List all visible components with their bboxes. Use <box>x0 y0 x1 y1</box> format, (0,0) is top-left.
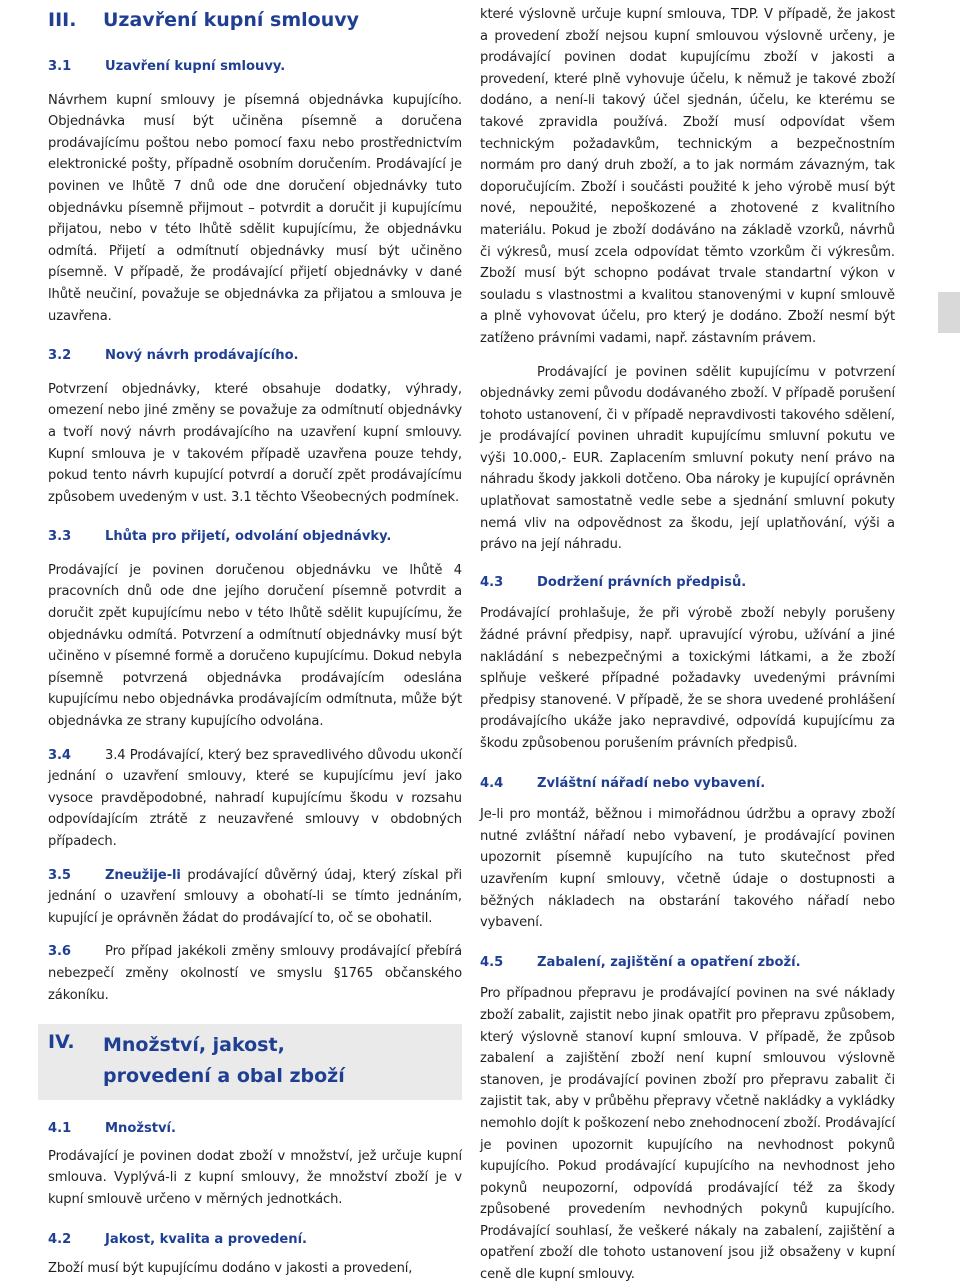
section-3-4-text: 3.4 Prodávající, který bez spravedlivého důvodu ukončí jednání o uzavření smlouvy, které se kupujícímu jeví jako vysoce pravděpodobné, nahradí kupujícímu škodu v rozsahu odpovídajícím ztrátě z neuzavřené smlouvy v obdobných případech. <box>48 747 462 849</box>
section-number: 3.3 <box>48 529 72 545</box>
section-4-3-text: Prodávající prohlašuje, že při výrobě zboží nebyly porušeny žádné právní předpisy, např. upravující výrobu, užívání a jiné nakládání s nebezpečnými a toxickými látkami, a že zboží splňuje veškeré případné požadavky uvedenými právními předpisy stanovené. V případě, že se shora uvedené prohlášení prodávajícího ukáže jako nepravdivé, odpovídá kupujícímu za škodu způsobenou porušením právních předpisů. <box>480 606 895 751</box>
section-4-2-text-continued: které výslovně určuje kupní smlouva, TDP. V případě, že jakost a provedení zboží nejsou kupní smlouvou výslovně určeny, je prodávající povinen dodat kupujícímu zboží v jakosti a provedení, které plně vyhovuje účelu, k němuž je takové zboží dodáno, a není-li takový účel sjednán, účelu, ke kterému se takové zpravidla používá. Zboží musí odpovídat všem technickým požadavkům, technickým a bezpečnostním normám pro daný druh zboží, a to jak normám závazným, tak doporučujícím. Zboží i součásti použité k jeho výrobě musí být nové, nepoužité, nepoškozené a zhotovené z kvalitního materiálu. Pokud je zboží dodáváno na základě vzorků, návrhů či výkresů, musí zcela odpovídat těmto vzorkům či výkresům. Zboží musí být schopno podávat trvale standartní výkon v souladu s vlastnostmi a kvalitou stanovenými v kupní smlouvě a plně vyhovovat účelu, pro který je dodáno. Zboží nesmí být zatíženo právními vadami, např. zástavním právem. <box>480 7 895 346</box>
chapter-title-line-2: provedení a obal zboží <box>103 1065 345 1088</box>
section-4-5-text: Pro případnou přepravu je prodávající povinen na své náklady zboží zabalit, zajistit nebo jinak opatřit pro přepravu způsobem, který výslovně stanoví kupní smlouva. V případě, že způsob zabalení a zajištění zboží není kupní smlouvou výslovně stanoven, je prodávající povinen zboží pro přepravu zabalit či zajistit tak, aby v průběhu přepravy včetně nakládky a vykládky nemohlo dojít k poškození nebo znehodnocení zboží. Prodávající je povinen upozornit kupujícího na nevhodnost pokynů kupujícího. Pokud prodávající kupujícího na nevhodnost jeho pokynů neupozorní, odpovídá prodávající též za škody způsobené provedením nevhodných pokynů kupujícího. Prodávající souhlasí, že veškeré nákaly na zabalení, zajištění a opatření zboží dle tohoto ustanovení jsou již obsaženy v kupní ceně dle kupní smlouvy. <box>480 986 895 1283</box>
section-4-4-text: Je-li pro montáž, běžnou i mimořádnou údržbu a opravy zboží nutné zvláštní nářadí nebo vybavení, je prodávající povinen upozornit písemně kupujícího na tuto skutečnost před uzavřením kupní smlouvy, včetně údaje o dostupnosti a běžných nákladech na obstarání takového nářadí nebo vybavení. <box>480 807 895 931</box>
section-3-5-text: prodávající důvěrný údaj, který získal při jednání o uzavření smlouvy a obohatí-li se tímto jednáním, kupující je oprávněn žádat do prodávající to, oč se obohatil. <box>48 867 462 926</box>
chapter-3-heading <box>48 8 462 32</box>
section-title: Uzavření kupní smlouvy. <box>105 59 286 74</box>
chapter-title <box>103 1030 345 1092</box>
section-title: Zabalení, zajištění a opatření zboží. <box>537 954 801 970</box>
section-4-2-heading <box>48 1229 462 1251</box>
section-number: 3.4 <box>48 747 71 763</box>
section-3-2-text: Potvrzení objednávky, které obsahuje dodatky, výhrady, omezení nebo jiné změny se považuje za odmítnutí objednávky a tvoří nový návrh prodávajícího na uzavření kupní smlouvy. Kupní smlouva je v takovém případě uzavřena pouze tehdy, pokud tento návrh kupující potvrdí a doručí zpět prodávajícímu způsobem uvedeným v ust. 3.1 těchto Všeobecných podmínek. <box>48 381 462 505</box>
section-title: Zvláštní nářadí nebo vybavení. <box>537 775 766 791</box>
section-3-5 <box>48 865 462 930</box>
section-number: 4.5 <box>480 954 504 970</box>
section-title: Množství. <box>105 1121 177 1137</box>
section-3-4 <box>48 745 462 853</box>
section-3-1-heading <box>48 56 462 78</box>
chapter-4-heading <box>48 1030 462 1092</box>
section-number: 4.2 <box>48 1231 72 1247</box>
chapter-number: III. <box>48 9 77 31</box>
section-number: 3.6 <box>48 944 71 960</box>
section-4-5-heading <box>480 952 895 974</box>
section-3-3-heading <box>48 526 462 548</box>
section-title: Lhůta pro přijetí, odvolání objednávky. <box>105 529 392 545</box>
section-3-6-text: Pro případ jakékoli změny smlouvy prodávající přebírá nebezpečí změny okolností ve smyslu §1765 občanského zákoníku. <box>48 944 462 1003</box>
section-4-2-text-origin: Prodávající je povinen sdělit kupujícímu v potvrzení objednávky zemi původu dodávaného zboží. V případě porušení tohoto ustanovení, či v případě nepravdivosti takového sdělení, je prodávající povinen uhradit kupujícímu smluvní pokutu ve výši 10.000,- EUR. Zaplacením smluvní pokuty není právo na náhradu škody jakkoli dotčeno. Oba nároky je kupující oprávněn uplatňovat samostatně vedle sebe a sjednání smluvní pokuty nemá vliv na odpovědnost za škodu, její uplatňování, výši a právo na její náhradu. <box>480 364 895 553</box>
section-title: Jakost, kvalita a provedení. <box>105 1231 308 1247</box>
section-4-3-heading <box>480 572 895 594</box>
chapter-title: Uzavření kupní smlouvy <box>103 9 359 31</box>
chapter-title-line-1: Množství, jakost, <box>103 1034 285 1057</box>
section-number: 4.4 <box>480 775 504 791</box>
section-number: 3.1 <box>48 59 72 74</box>
section-3-3-text: Prodávající je povinen doručenou objednávku ve lhůtě 4 pracovních dnů ode dne jejího doručení písemně potvrdit a doručit zpět kupujícímu nebo v této lhůtě sdělit kupujícímu, že objednávku odmítá. Potvrzení a odmítnutí objednávky musí být učiněno v písemné formě a doručeno kupujícímu. Dokud nebyla písemně potvrzená objednávka prodávajícím odeslána kupujícímu nebo objednávka prodávajícím odmítnuta, může být objednávka ze strany kupujícího odvolána. <box>48 562 462 730</box>
chapter-number: IV. <box>48 1031 75 1054</box>
section-number: 4.1 <box>48 1121 72 1137</box>
section-3-1-text: Návrhem kupní smlouvy je písemná objednávka kupujícího. Objednávka musí být učiněna písemně a doručena prodávajícímu poštou nebo pomocí faxu nebo prostřednictvím elektronické pošty, případně osobním doručením. Prodávající je povinen ve lhůtě 7 dnů ode dne doručení objednávky tuto objednávku písemně přijmout – potvrdit a doručit ji kupujícímu přijatou, nebo v této lhůtě sdělit kupujícímu, že objednávku odmítá. Přijetí a odmítnutí objednávky musí být učiněno písemně. V případě, že prodávající přijetí objednávky v dané lhůtě neučiní, považuje se objednávka za přijatou a smlouva je uzavřena. <box>48 92 462 324</box>
chapter-4-band <box>38 1024 462 1100</box>
page-edge-tab <box>938 292 960 333</box>
section-lead: Zneužije-li <box>105 867 181 883</box>
section-number: 3.2 <box>48 348 72 364</box>
section-number: 3.5 <box>48 867 71 883</box>
section-title: Nový návrh prodávajícího. <box>105 348 299 364</box>
section-4-2-text-start: Zboží musí být kupujícímu dodáno v jakosti a provedení, <box>48 1261 413 1277</box>
section-number: 4.3 <box>480 574 504 590</box>
left-column <box>48 0 462 1280</box>
right-column <box>480 0 895 1286</box>
section-4-1-text: Prodávající je povinen dodat zboží v množství, jež určuje kupní smlouva. Vyplývá-li z kupní smlouvy, že množství zboží je v kupní smlouvě určeno v měrných jednotkách. <box>48 1148 462 1207</box>
section-3-6 <box>48 941 462 1006</box>
section-3-2-heading <box>48 345 462 367</box>
section-4-4-heading <box>480 773 895 795</box>
section-4-1-heading <box>48 1118 462 1140</box>
section-title: Dodržení právních předpisů. <box>537 574 747 590</box>
